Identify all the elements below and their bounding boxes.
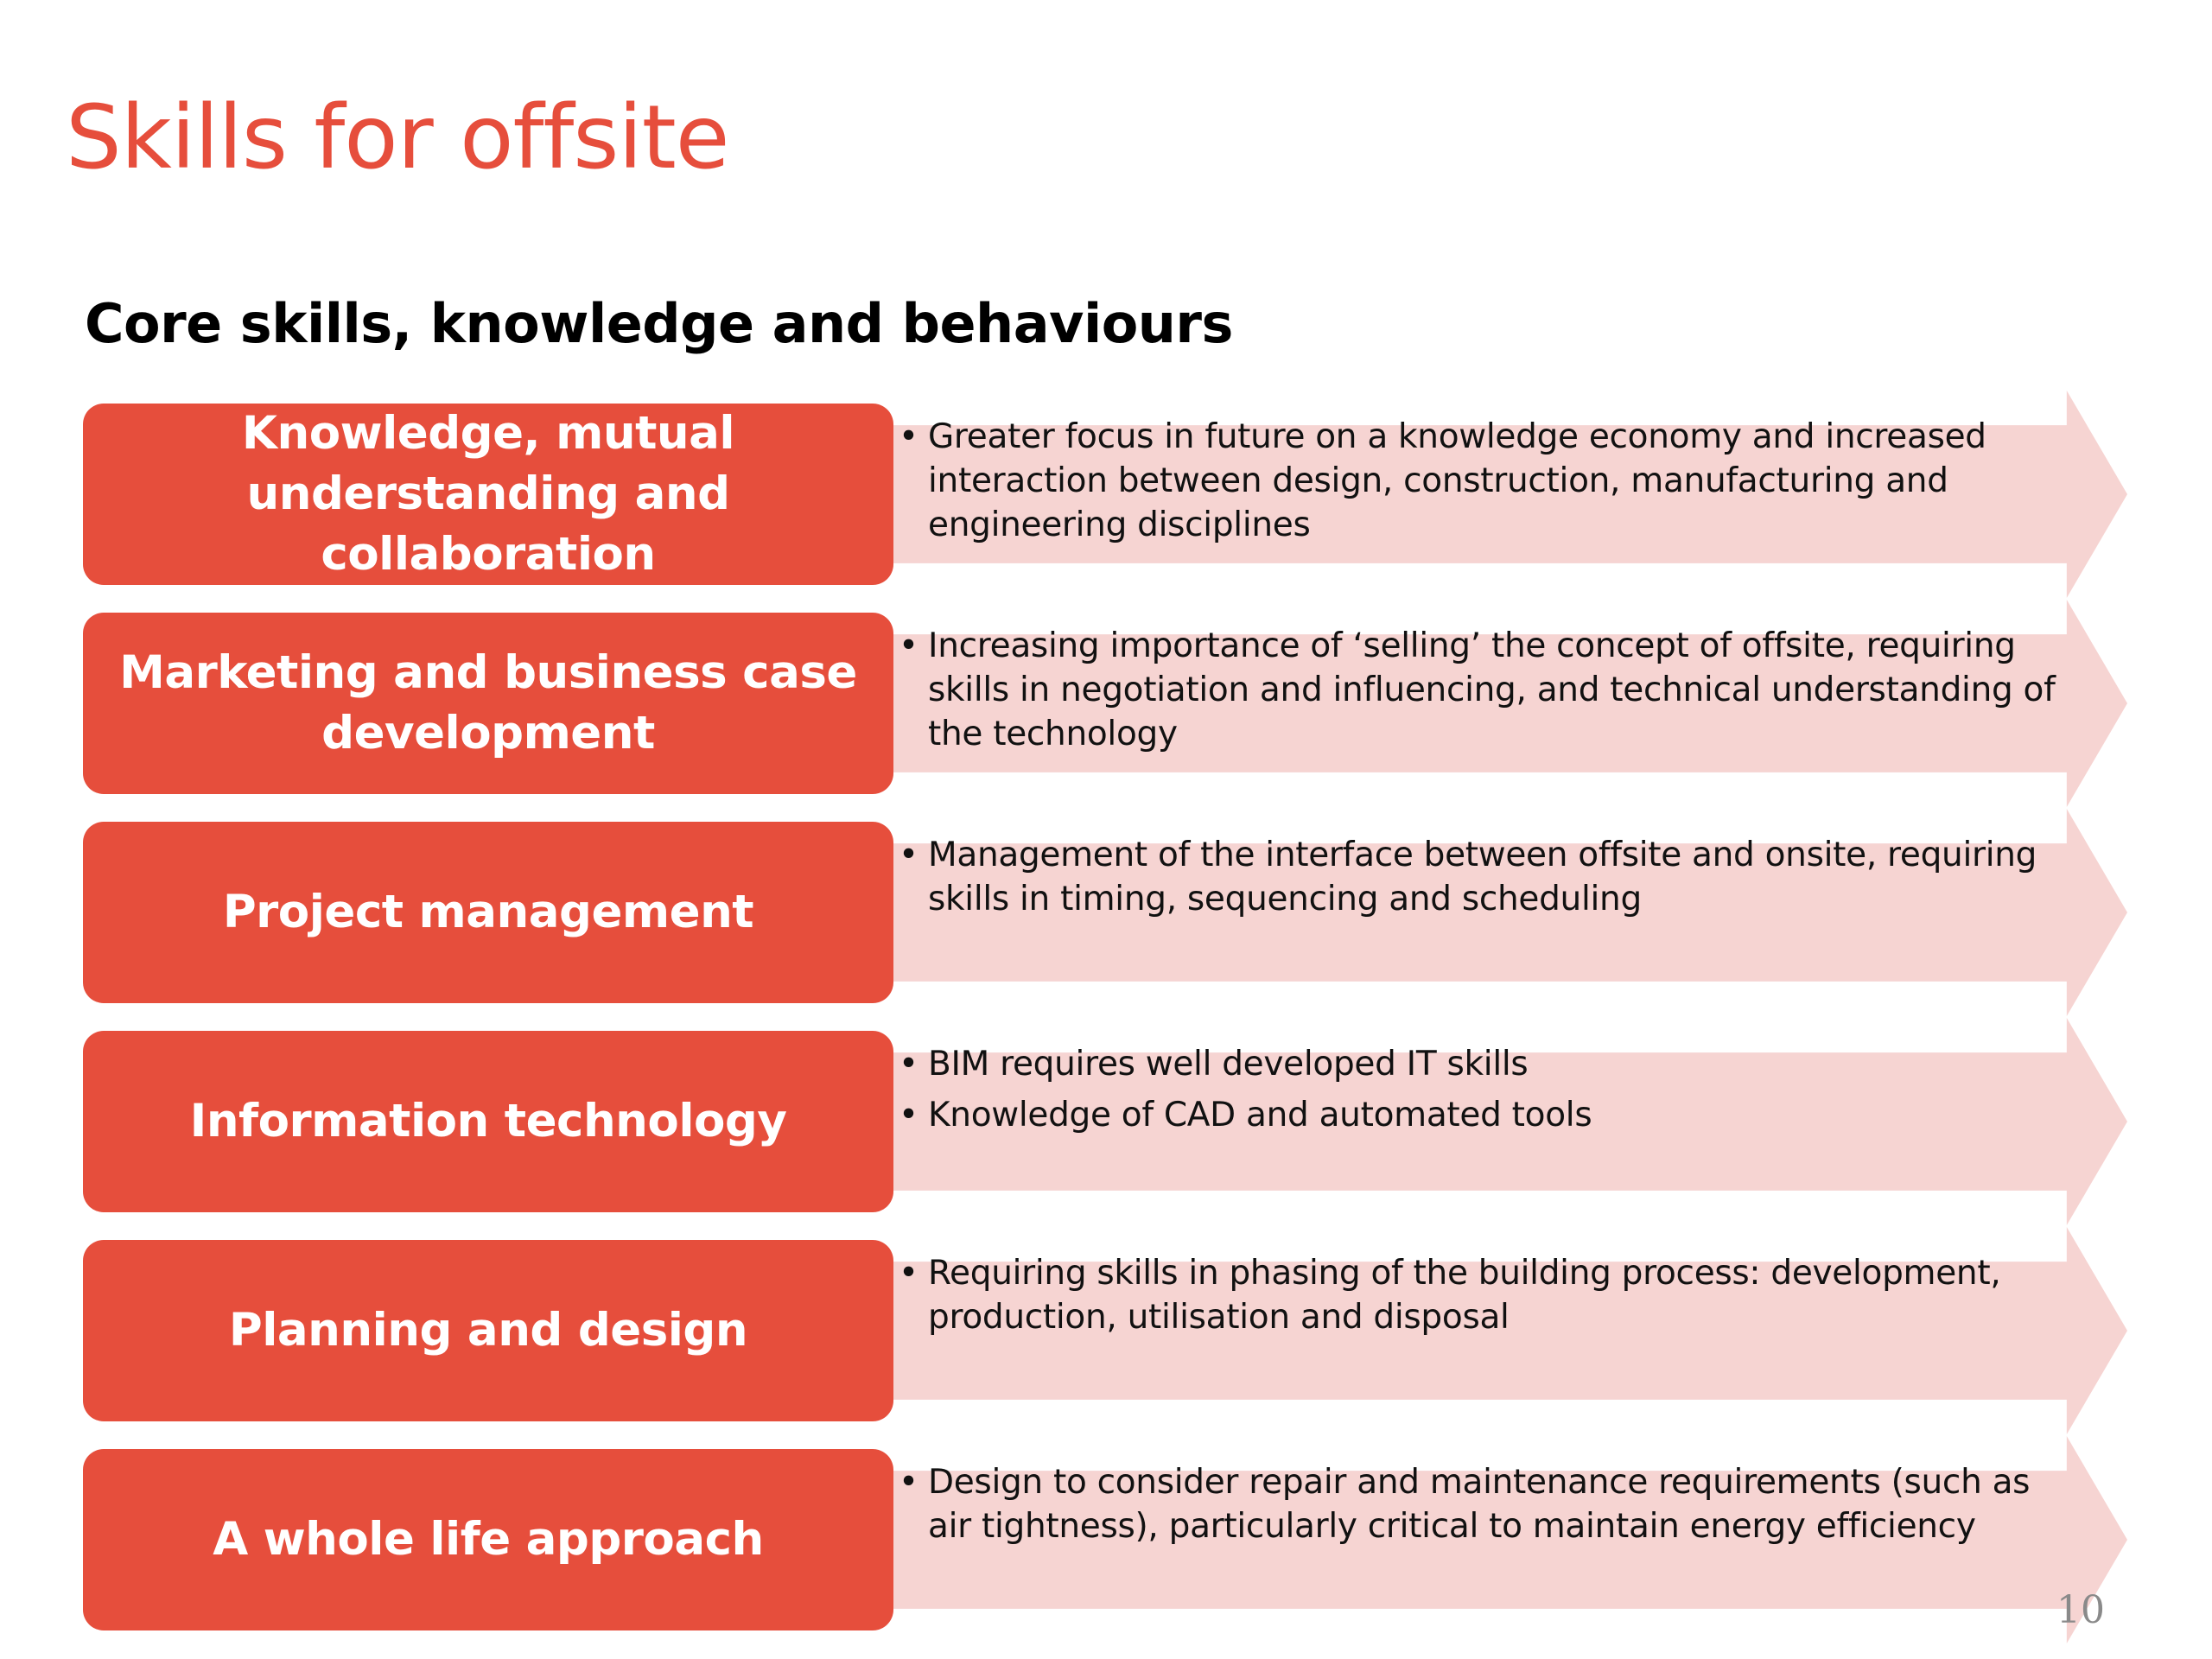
bullet-text: Requiring skills in phasing of the building process: development, production, utilisation and disposal <box>928 1254 2001 1337</box>
skill-bullets <box>899 1460 2056 1555</box>
bullet-dot-icon: • <box>899 1096 918 1135</box>
bullet-text: Knowledge of CAD and automated tools <box>928 1096 1592 1135</box>
bullet-text: BIM requires well developed IT skills <box>928 1045 1529 1084</box>
bullet-text: Increasing importance of ‘selling’ the concept of offsite, requiring skills in negotiation and influencing, and technical understanding of the technology <box>928 626 2056 753</box>
skill-label-box <box>83 1240 893 1421</box>
skill-bullets <box>899 1042 2056 1144</box>
skill-row-project-management <box>0 809 2212 1016</box>
skill-label: Marketing and business case development <box>119 646 857 760</box>
bullet-item <box>899 1251 2056 1339</box>
bullet-text: Management of the interface between offsite and onsite, requiring skills in timing, sequencing and scheduling <box>928 836 2037 918</box>
skill-bullets <box>899 624 2056 763</box>
skill-label-box <box>83 822 893 1003</box>
bullet-item <box>899 415 2056 547</box>
skill-row-planning-design <box>0 1227 2212 1434</box>
bullet-dot-icon: • <box>899 1045 918 1084</box>
bullet-dot-icon: • <box>899 626 918 665</box>
skill-label-box <box>83 1031 893 1212</box>
skill-label-box <box>83 613 893 794</box>
slide-title: Skills for offsite <box>66 86 729 189</box>
bullet-dot-icon: • <box>899 1254 918 1293</box>
bullet-item <box>899 624 2056 756</box>
bullet-item <box>899 833 2056 921</box>
skill-bullets <box>899 415 2056 554</box>
skill-row-knowledge <box>0 391 2212 598</box>
skill-bullets <box>899 1251 2056 1346</box>
bullet-dot-icon: • <box>899 1463 918 1502</box>
bullet-dot-icon: • <box>899 836 918 874</box>
skill-bullets <box>899 833 2056 928</box>
skill-label: Knowledge, mutual understanding and collaboration <box>241 407 735 581</box>
skill-row-whole-life <box>0 1436 2212 1643</box>
skill-label-box <box>83 1449 893 1630</box>
skill-label: Planning and design <box>228 1304 748 1357</box>
skill-row-marketing <box>0 600 2212 807</box>
bullet-dot-icon: • <box>899 417 918 456</box>
skill-label-box <box>83 404 893 585</box>
skill-label: Information technology <box>189 1095 787 1147</box>
bullet-text: Design to consider repair and maintenance requirements (such as air tightness), particularly critical to maintain energy efficiency <box>928 1463 2031 1546</box>
page-number: 10 <box>2056 1588 2105 1632</box>
bullet-item <box>899 1093 2056 1137</box>
section-heading: Core skills, knowledge and behaviours <box>85 292 1233 355</box>
skill-row-information-technology <box>0 1018 2212 1225</box>
skill-label: A whole life approach <box>213 1513 764 1566</box>
bullet-item <box>899 1042 2056 1086</box>
bullet-text: Greater focus in future on a knowledge economy and increased interaction between design, construction, manufacturing and engineering disciplines <box>928 417 1986 544</box>
bullet-item <box>899 1460 2056 1548</box>
skill-label: Project management <box>222 886 754 938</box>
